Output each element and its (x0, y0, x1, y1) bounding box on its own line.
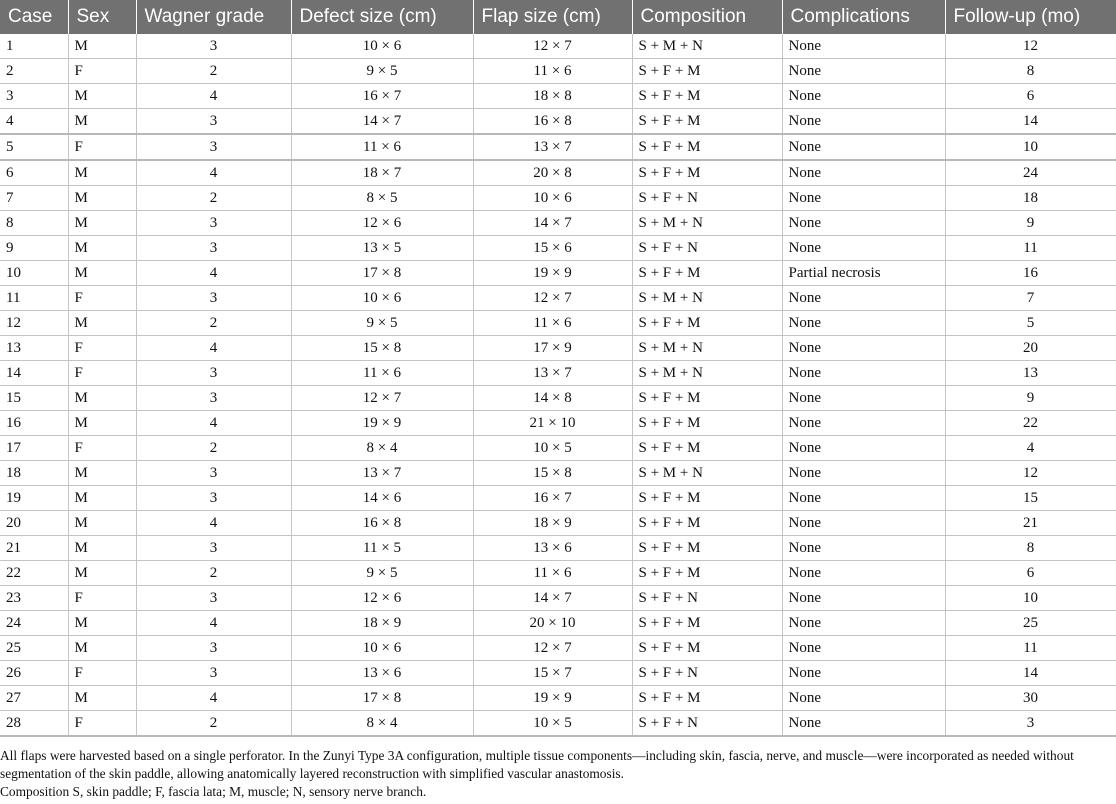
cell-wagner-grade: 3 (136, 134, 291, 160)
cell-complications: None (782, 611, 945, 636)
cell-wagner-grade: 2 (136, 59, 291, 84)
cell-case: 15 (0, 386, 68, 411)
cell-sex: M (68, 211, 136, 236)
cell-composition: S + M + N (632, 286, 782, 311)
cell-wagner-grade: 3 (136, 586, 291, 611)
cell-complications: None (782, 311, 945, 336)
cell-composition: S + F + M (632, 636, 782, 661)
cell-complications: Partial necrosis (782, 261, 945, 286)
cell-complications: None (782, 109, 945, 135)
cell-flap-size: 15 × 8 (473, 461, 632, 486)
cell-follow-up: 14 (945, 109, 1116, 135)
cell-follow-up: 14 (945, 661, 1116, 686)
cell-complications: None (782, 486, 945, 511)
cell-sex: M (68, 561, 136, 586)
cell-wagner-grade: 4 (136, 261, 291, 286)
cell-defect-size: 18 × 9 (291, 611, 473, 636)
cell-defect-size: 9 × 5 (291, 561, 473, 586)
table-row (0, 686, 1116, 711)
cell-flap-size: 10 × 6 (473, 186, 632, 211)
cell-follow-up: 22 (945, 411, 1116, 436)
cell-defect-size: 12 × 6 (291, 586, 473, 611)
cell-complications: None (782, 686, 945, 711)
cell-defect-size: 18 × 7 (291, 160, 473, 186)
cell-case: 6 (0, 160, 68, 186)
cell-composition: S + M + N (632, 361, 782, 386)
cell-defect-size: 9 × 5 (291, 311, 473, 336)
cell-complications: None (782, 34, 945, 59)
cell-case: 18 (0, 461, 68, 486)
cell-case: 4 (0, 109, 68, 135)
table-row (0, 611, 1116, 636)
cell-case: 17 (0, 436, 68, 461)
cell-sex: F (68, 711, 136, 737)
cell-defect-size: 8 × 4 (291, 711, 473, 737)
cell-case: 7 (0, 186, 68, 211)
cell-complications: None (782, 511, 945, 536)
cell-defect-size: 13 × 7 (291, 461, 473, 486)
cell-wagner-grade: 4 (136, 84, 291, 109)
cell-flap-size: 18 × 9 (473, 511, 632, 536)
cell-case: 14 (0, 361, 68, 386)
table-row (0, 661, 1116, 686)
header-follow-up: Follow-up (mo) (945, 0, 1116, 34)
cell-case: 21 (0, 536, 68, 561)
cell-follow-up: 5 (945, 311, 1116, 336)
cell-case: 12 (0, 311, 68, 336)
cell-flap-size: 17 × 9 (473, 336, 632, 361)
table-row (0, 286, 1116, 311)
cell-wagner-grade: 2 (136, 711, 291, 737)
cell-follow-up: 7 (945, 286, 1116, 311)
header-composition: Composition (632, 0, 782, 34)
cell-follow-up: 9 (945, 211, 1116, 236)
header-defect-size: Defect size (cm) (291, 0, 473, 34)
cell-follow-up: 13 (945, 361, 1116, 386)
cell-flap-size: 11 × 6 (473, 311, 632, 336)
table-row (0, 486, 1116, 511)
cell-follow-up: 16 (945, 261, 1116, 286)
cell-sex: F (68, 436, 136, 461)
cell-composition: S + F + M (632, 561, 782, 586)
cell-sex: F (68, 661, 136, 686)
cell-follow-up: 10 (945, 586, 1116, 611)
cell-defect-size: 14 × 7 (291, 109, 473, 135)
cell-defect-size: 13 × 5 (291, 236, 473, 261)
cell-complications: None (782, 411, 945, 436)
cell-composition: S + F + N (632, 186, 782, 211)
cell-defect-size: 8 × 4 (291, 436, 473, 461)
cell-flap-size: 16 × 7 (473, 486, 632, 511)
cell-case: 27 (0, 686, 68, 711)
cell-defect-size: 16 × 7 (291, 84, 473, 109)
cell-follow-up: 12 (945, 461, 1116, 486)
table-row (0, 561, 1116, 586)
cell-case: 26 (0, 661, 68, 686)
cell-flap-size: 12 × 7 (473, 636, 632, 661)
cell-case: 2 (0, 59, 68, 84)
cell-complications: None (782, 211, 945, 236)
cell-composition: S + F + N (632, 661, 782, 686)
cell-composition: S + F + M (632, 386, 782, 411)
cell-wagner-grade: 2 (136, 186, 291, 211)
cell-defect-size: 19 × 9 (291, 411, 473, 436)
cell-complications: None (782, 186, 945, 211)
cell-sex: M (68, 186, 136, 211)
cell-follow-up: 8 (945, 59, 1116, 84)
cell-composition: S + F + M (632, 109, 782, 135)
cell-case: 9 (0, 236, 68, 261)
cell-wagner-grade: 3 (136, 536, 291, 561)
cell-composition: S + F + M (632, 686, 782, 711)
cell-wagner-grade: 3 (136, 211, 291, 236)
cell-flap-size: 10 × 5 (473, 711, 632, 737)
table-footnotes (0, 747, 1116, 801)
cell-wagner-grade: 2 (136, 436, 291, 461)
cell-sex: M (68, 84, 136, 109)
header-sex: Sex (68, 0, 136, 34)
table-body (0, 34, 1116, 736)
table-row (0, 84, 1116, 109)
cell-follow-up: 30 (945, 686, 1116, 711)
table-row (0, 586, 1116, 611)
cell-composition: S + M + N (632, 34, 782, 59)
cell-flap-size: 20 × 10 (473, 611, 632, 636)
cell-wagner-grade: 3 (136, 461, 291, 486)
cell-complications: None (782, 636, 945, 661)
cell-defect-size: 15 × 8 (291, 336, 473, 361)
table-row (0, 536, 1116, 561)
cell-sex: M (68, 636, 136, 661)
cell-composition: S + F + M (632, 511, 782, 536)
cell-complications: None (782, 711, 945, 737)
cell-flap-size: 11 × 6 (473, 561, 632, 586)
cell-flap-size: 13 × 6 (473, 536, 632, 561)
cell-composition: S + F + M (632, 486, 782, 511)
table-header-row (0, 0, 1116, 34)
cell-defect-size: 11 × 6 (291, 134, 473, 160)
cell-case: 25 (0, 636, 68, 661)
cell-case: 28 (0, 711, 68, 737)
cell-follow-up: 20 (945, 336, 1116, 361)
table-row (0, 311, 1116, 336)
cell-follow-up: 3 (945, 711, 1116, 737)
cell-sex: F (68, 134, 136, 160)
cell-follow-up: 4 (945, 436, 1116, 461)
cell-sex: F (68, 336, 136, 361)
cell-wagner-grade: 4 (136, 160, 291, 186)
cell-wagner-grade: 3 (136, 636, 291, 661)
header-complications: Complications (782, 0, 945, 34)
footnote-composition-key: Composition S, skin paddle; F, fascia lata; M, muscle; N, sensory nerve branch. (0, 784, 427, 799)
cell-flap-size: 14 × 7 (473, 586, 632, 611)
cell-defect-size: 14 × 6 (291, 486, 473, 511)
cell-flap-size: 19 × 9 (473, 686, 632, 711)
table-row (0, 134, 1116, 160)
cell-defect-size: 16 × 8 (291, 511, 473, 536)
cell-follow-up: 21 (945, 511, 1116, 536)
cell-composition: S + F + N (632, 236, 782, 261)
cell-sex: F (68, 361, 136, 386)
cell-defect-size: 8 × 5 (291, 186, 473, 211)
cell-flap-size: 19 × 9 (473, 261, 632, 286)
cell-composition: S + M + N (632, 211, 782, 236)
cell-complications: None (782, 461, 945, 486)
cell-follow-up: 9 (945, 386, 1116, 411)
cell-sex: M (68, 236, 136, 261)
cell-wagner-grade: 2 (136, 311, 291, 336)
cell-flap-size: 15 × 6 (473, 236, 632, 261)
cell-wagner-grade: 3 (136, 34, 291, 59)
cell-wagner-grade: 4 (136, 686, 291, 711)
cell-case: 19 (0, 486, 68, 511)
cell-defect-size: 11 × 6 (291, 361, 473, 386)
cell-defect-size: 9 × 5 (291, 59, 473, 84)
cell-complications: None (782, 561, 945, 586)
cell-flap-size: 14 × 8 (473, 386, 632, 411)
cell-case: 8 (0, 211, 68, 236)
cell-follow-up: 11 (945, 636, 1116, 661)
cell-follow-up: 12 (945, 34, 1116, 59)
cell-complications: None (782, 436, 945, 461)
cell-composition: S + M + N (632, 336, 782, 361)
table-row (0, 511, 1116, 536)
cell-sex: M (68, 611, 136, 636)
cell-defect-size: 12 × 6 (291, 211, 473, 236)
cell-flap-size: 18 × 8 (473, 84, 632, 109)
table-row (0, 336, 1116, 361)
cell-composition: S + F + M (632, 134, 782, 160)
table-row (0, 211, 1116, 236)
cell-composition: S + F + M (632, 611, 782, 636)
cell-defect-size: 10 × 6 (291, 636, 473, 661)
cell-flap-size: 13 × 7 (473, 361, 632, 386)
cell-flap-size: 11 × 6 (473, 59, 632, 84)
cell-composition: S + F + M (632, 59, 782, 84)
cell-sex: M (68, 461, 136, 486)
cell-flap-size: 12 × 7 (473, 286, 632, 311)
cell-wagner-grade: 3 (136, 486, 291, 511)
cell-defect-size: 17 × 8 (291, 261, 473, 286)
cell-follow-up: 6 (945, 561, 1116, 586)
cell-flap-size: 15 × 7 (473, 661, 632, 686)
cell-case: 10 (0, 261, 68, 286)
cell-complications: None (782, 59, 945, 84)
cell-composition: S + F + M (632, 311, 782, 336)
table-row (0, 160, 1116, 186)
table-row (0, 636, 1116, 661)
cell-wagner-grade: 3 (136, 236, 291, 261)
cell-complications: None (782, 336, 945, 361)
cell-case: 3 (0, 84, 68, 109)
table-row (0, 34, 1116, 59)
table-row (0, 436, 1116, 461)
cell-follow-up: 15 (945, 486, 1116, 511)
table-row (0, 261, 1116, 286)
cell-sex: M (68, 386, 136, 411)
header-wagner-grade: Wagner grade (136, 0, 291, 34)
cell-follow-up: 24 (945, 160, 1116, 186)
cell-follow-up: 6 (945, 84, 1116, 109)
cell-sex: M (68, 160, 136, 186)
cell-flap-size: 13 × 7 (473, 134, 632, 160)
cell-wagner-grade: 3 (136, 109, 291, 135)
cell-composition: S + F + M (632, 84, 782, 109)
table-row (0, 386, 1116, 411)
cell-case: 22 (0, 561, 68, 586)
cell-composition: S + F + N (632, 586, 782, 611)
table-row (0, 411, 1116, 436)
cell-flap-size: 10 × 5 (473, 436, 632, 461)
cell-wagner-grade: 3 (136, 286, 291, 311)
cell-follow-up: 18 (945, 186, 1116, 211)
cell-flap-size: 16 × 8 (473, 109, 632, 135)
cell-defect-size: 13 × 6 (291, 661, 473, 686)
cell-case: 11 (0, 286, 68, 311)
cell-wagner-grade: 3 (136, 361, 291, 386)
table-row (0, 461, 1116, 486)
cell-wagner-grade: 4 (136, 511, 291, 536)
cell-complications: None (782, 286, 945, 311)
cell-defect-size: 11 × 5 (291, 536, 473, 561)
table-row (0, 109, 1116, 135)
cell-flap-size: 21 × 10 (473, 411, 632, 436)
cell-follow-up: 25 (945, 611, 1116, 636)
cell-composition: S + F + M (632, 160, 782, 186)
cell-complications: None (782, 84, 945, 109)
cell-composition: S + M + N (632, 461, 782, 486)
cell-complications: None (782, 134, 945, 160)
cell-complications: None (782, 160, 945, 186)
cell-sex: M (68, 109, 136, 135)
cell-sex: F (68, 286, 136, 311)
cell-sex: M (68, 34, 136, 59)
cell-wagner-grade: 4 (136, 411, 291, 436)
table-row (0, 59, 1116, 84)
cell-wagner-grade: 3 (136, 661, 291, 686)
cell-flap-size: 14 × 7 (473, 211, 632, 236)
cell-wagner-grade: 2 (136, 561, 291, 586)
header-flap-size: Flap size (cm) (473, 0, 632, 34)
header-case: Case (0, 0, 68, 34)
cell-defect-size: 10 × 6 (291, 286, 473, 311)
footnote-harvest: All flaps were harvested based on a single perforator. In the Zunyi Type 3A configuration, multiple tissue components—including skin, fascia, nerve, and muscle—were incorporated as needed without segmentation of the skin paddle, allowing anatomically layered reconstruction with simplified vascular anastomosis. (0, 748, 1074, 781)
cell-case: 20 (0, 511, 68, 536)
cell-wagner-grade: 4 (136, 336, 291, 361)
cell-wagner-grade: 4 (136, 611, 291, 636)
cell-follow-up: 11 (945, 236, 1116, 261)
cell-case: 1 (0, 34, 68, 59)
cell-sex: M (68, 686, 136, 711)
cell-complications: None (782, 536, 945, 561)
cell-complications: None (782, 386, 945, 411)
cell-composition: S + F + M (632, 261, 782, 286)
cell-defect-size: 17 × 8 (291, 686, 473, 711)
cell-sex: M (68, 536, 136, 561)
table-row (0, 361, 1116, 386)
cell-sex: F (68, 586, 136, 611)
cell-defect-size: 10 × 6 (291, 34, 473, 59)
cell-case: 13 (0, 336, 68, 361)
cell-sex: M (68, 511, 136, 536)
cell-flap-size: 20 × 8 (473, 160, 632, 186)
cell-sex: F (68, 59, 136, 84)
cell-case: 24 (0, 611, 68, 636)
table-row (0, 711, 1116, 737)
cell-wagner-grade: 3 (136, 386, 291, 411)
cell-sex: M (68, 486, 136, 511)
cell-follow-up: 8 (945, 536, 1116, 561)
cell-defect-size: 12 × 7 (291, 386, 473, 411)
cell-composition: S + F + M (632, 436, 782, 461)
cell-complications: None (782, 586, 945, 611)
cell-sex: M (68, 261, 136, 286)
cell-sex: M (68, 311, 136, 336)
cell-follow-up: 10 (945, 134, 1116, 160)
cell-flap-size: 12 × 7 (473, 34, 632, 59)
cell-sex: M (68, 411, 136, 436)
table-row (0, 236, 1116, 261)
cell-case: 5 (0, 134, 68, 160)
cell-composition: S + F + M (632, 536, 782, 561)
cell-composition: S + F + M (632, 411, 782, 436)
cell-complications: None (782, 236, 945, 261)
cell-complications: None (782, 361, 945, 386)
cell-case: 16 (0, 411, 68, 436)
table-row (0, 186, 1116, 211)
cell-case: 23 (0, 586, 68, 611)
cell-complications: None (782, 661, 945, 686)
cell-composition: S + F + N (632, 711, 782, 737)
